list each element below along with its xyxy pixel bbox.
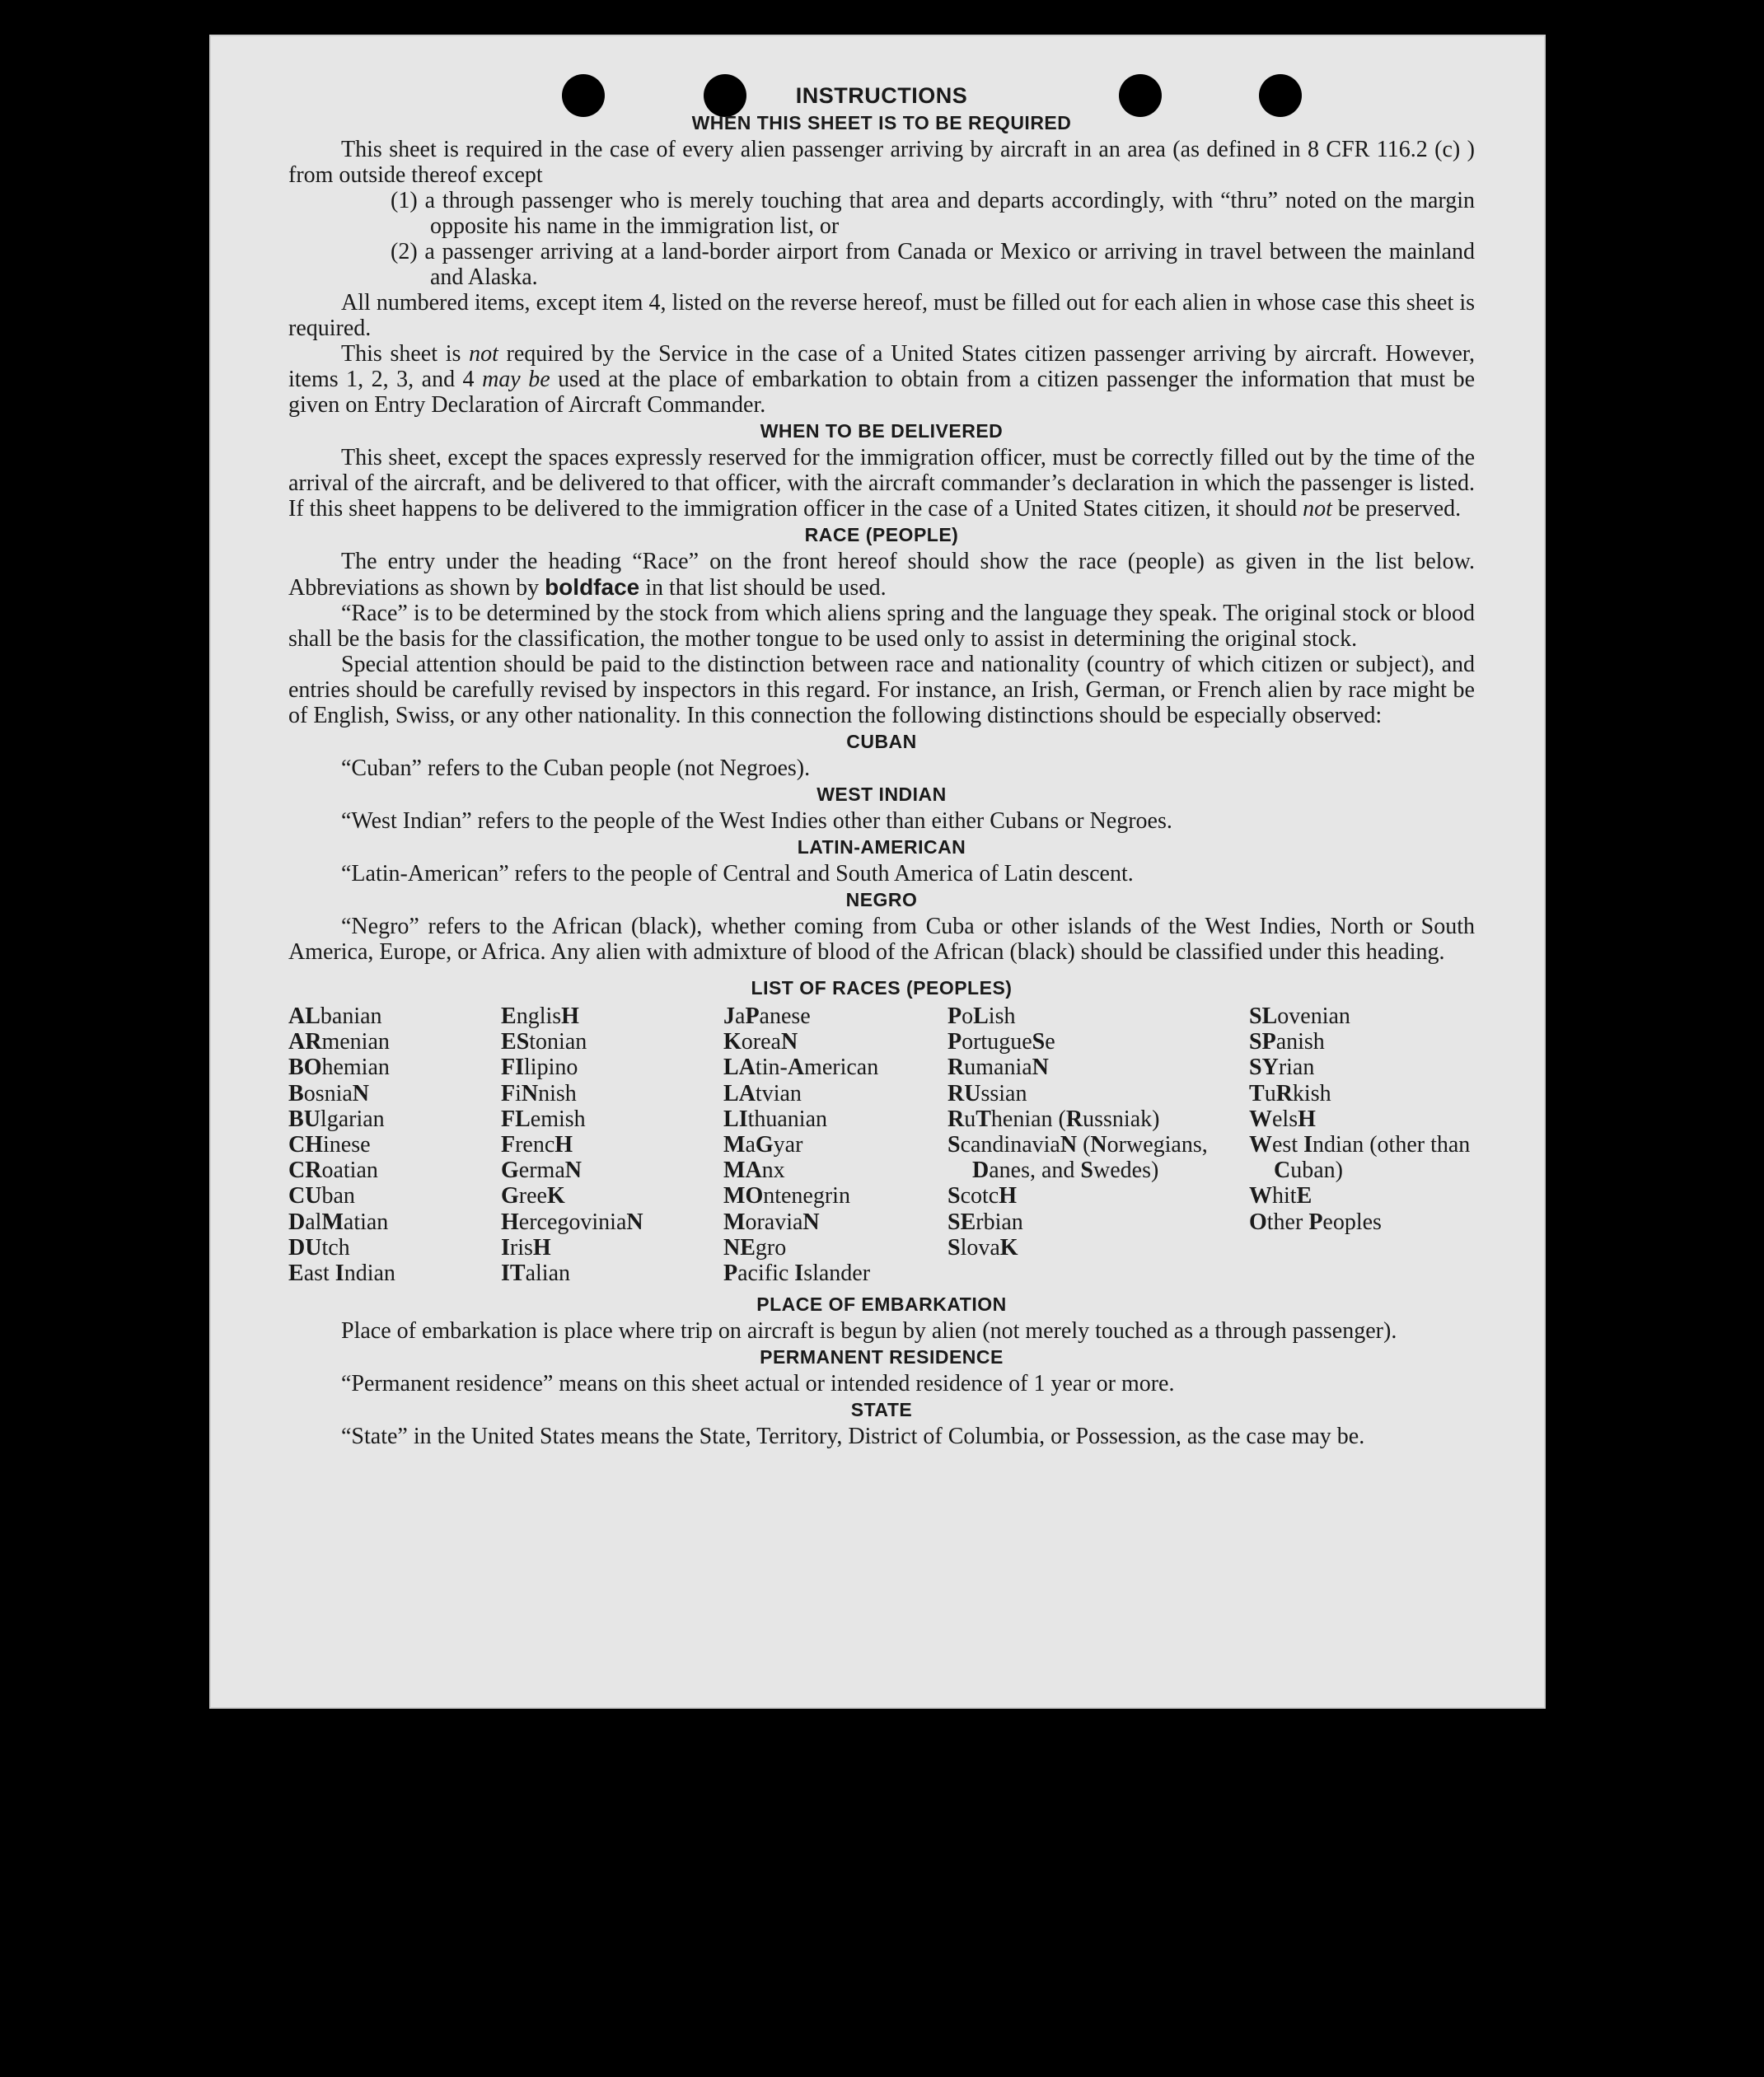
race-entry: MAnx	[723, 1158, 785, 1184]
required-paragraph-1: This sheet is required in the case of every alien passenger arriving by aircraft in an area (as defined in 8 CFR 116.2 (c) ) from outside thereof except	[288, 137, 1475, 188]
race-entry: EnglisH	[501, 1003, 579, 1029]
exception-item-2: (2) a passenger arriving at a land-border airport from Canada or Mexico or arriving in travel between the mainland and Alaska.	[391, 239, 1475, 290]
race-entry: TuRkish	[1249, 1080, 1331, 1106]
race-entry: ALbanian	[288, 1003, 382, 1029]
race-entry: CUban	[288, 1183, 355, 1209]
race-entry: SYrian	[1249, 1055, 1315, 1081]
heading-cuban: CUBAN	[846, 731, 917, 752]
race-entry: SPanish	[1249, 1029, 1325, 1055]
race-entry: KoreaN	[723, 1029, 798, 1055]
race-entry: ARmenian	[288, 1029, 390, 1055]
races-column-1	[288, 1003, 501, 1286]
race-entry: LAtvian	[723, 1080, 802, 1106]
race-entry: HercegoviniaN	[501, 1209, 643, 1235]
heading-west-indian: WEST INDIAN	[816, 784, 947, 805]
heading-permanent-residence: PERMANENT RESIDENCE	[760, 1346, 1004, 1368]
race-entry: ScandinaviaN (Norwegians, Danes, and Swedes)	[948, 1132, 1208, 1184]
definition-negro: “Negro” refers to the African (black), whether coming from Cuba or other islands of the West Indies, North or South America, Europe, or Africa. Any alien with admixture of blood of the African (black) should be classified under this heading.	[288, 914, 1475, 965]
race-entry: MOntenegrin	[723, 1183, 850, 1209]
race-entry: NEgro	[723, 1234, 787, 1261]
race-paragraph-3: Special attention should be paid to the distinction between race and nationality (country of which citizen or subject), and entries should be carefully revised by inspectors in this regard. For instance, an Irish, German, or French alien by race might be of English, Swiss, or any other nationality. In this connection the following distinctions should be especially observed:	[288, 652, 1475, 728]
race-entry: Other Peoples	[1249, 1209, 1382, 1235]
heading-place-of-embarkation: PLACE OF EMBARKATION	[756, 1293, 1007, 1316]
race-entry: RUssian	[948, 1080, 1027, 1106]
heading-race: RACE (PEOPLE)	[804, 524, 959, 545]
definition-cuban: “Cuban” refers to the Cuban people (not Negroes).	[341, 755, 811, 781]
race-entry: EStonian	[501, 1029, 587, 1055]
race-entry: FrencH	[501, 1132, 573, 1158]
definition-latin-american: “Latin-American” refers to the people of Central and South America of Latin descent.	[341, 861, 1134, 886]
race-entry: West Indian (other than Cuban)	[1249, 1132, 1471, 1184]
race-entry: LIthuanian	[723, 1106, 828, 1132]
race-paragraph-1: The entry under the heading “Race” on the front hereof should show the race (people) as given in the list below. Abbreviations as shown by boldface in that list should be used.	[288, 549, 1475, 601]
race-entry: PortugueSe	[948, 1029, 1055, 1055]
heading-negro: NEGRO	[845, 889, 918, 910]
race-entry: RumaniaN	[948, 1055, 1049, 1081]
title-instructions: INSTRUCTIONS	[795, 83, 968, 108]
race-entry: ScotcH	[948, 1183, 1017, 1209]
heading-latin-american: LATIN-AMERICAN	[797, 836, 966, 858]
heading-state: STATE	[850, 1399, 913, 1421]
race-entry: FIlipino	[501, 1055, 578, 1081]
races-column-2	[501, 1003, 723, 1286]
instruction-sheet	[209, 35, 1546, 1709]
race-entry: WhitE	[1249, 1183, 1312, 1209]
races-column-3	[723, 1003, 948, 1286]
race-entry: SErbian	[948, 1209, 1023, 1235]
race-entry: BosniaN	[288, 1080, 370, 1106]
race-entry: PoLish	[948, 1003, 1016, 1029]
races-column-5	[1249, 1003, 1475, 1286]
race-entry: SlovaK	[948, 1234, 1018, 1261]
race-entry: BOhemian	[288, 1055, 390, 1081]
race-entry: RuThenian (Russniak)	[948, 1106, 1160, 1132]
exception-item-1: (1) a through passenger who is merely touching that area and departs accordingly, with “thru” noted on the margin opposite his name in the immigration list, or	[391, 188, 1475, 239]
race-entry: FiNnish	[501, 1080, 577, 1106]
heading-when-delivered: WHEN TO BE DELIVERED	[760, 420, 1004, 442]
race-entry: FLemish	[501, 1106, 586, 1132]
races-list	[288, 1003, 1475, 1286]
state-paragraph: “State” in the United States means the State, Territory, District of Columbia, or Possession, as the case may be.	[341, 1424, 1365, 1450]
race-entry: East Indian	[288, 1261, 395, 1287]
race-entry: GreeK	[501, 1183, 565, 1209]
race-entry: CHinese	[288, 1132, 371, 1158]
race-paragraph-2: “Race” is to be determined by the stock from which aliens spring and the language they speak. The original stock or blood shall be the basis for the classification, the mother tongue to be used only to assist in determining the original stock.	[288, 601, 1475, 652]
race-entry: ITalian	[501, 1261, 571, 1287]
race-entry: WelsH	[1249, 1106, 1316, 1132]
race-entry: LAtin-American	[723, 1055, 879, 1081]
race-entry: Pacific Islander	[723, 1261, 871, 1287]
race-entry: SLovenian	[1249, 1003, 1350, 1029]
definition-west-indian: “West Indian” refers to the people of the West Indies other than either Cubans or Negroes.	[341, 808, 1172, 834]
embarkation-paragraph: Place of embarkation is place where trip on aircraft is begun by alien (not merely touched as a through passenger).	[341, 1318, 1397, 1345]
delivered-paragraph: This sheet, except the spaces expressly reserved for the immigration officer, must be correctly filled out by the time of the arrival of the aircraft, and be delivered to that officer, with the aircraft commander’s declaration in which the passenger is listed. If this sheet happens to be delivered to the immigration officer in the case of a United States citizen, it should not be preserved.	[288, 445, 1475, 522]
heading-list-of-races: LIST OF RACES (PEOPLES)	[751, 977, 1013, 999]
residence-paragraph: “Permanent residence” means on this sheet actual or intended residence of 1 year or more.	[341, 1371, 1175, 1397]
race-entry: IrisH	[501, 1234, 551, 1261]
race-entry: MaGyar	[723, 1132, 803, 1158]
sheet-content	[288, 82, 1475, 1449]
races-column-4	[948, 1003, 1249, 1286]
required-paragraph-2: All numbered items, except item 4, listed on the reverse hereof, must be filled out for each alien in whose case this sheet is required.	[288, 290, 1475, 341]
race-entry: CRoatian	[288, 1158, 378, 1184]
heading-when-required: WHEN THIS SHEET IS TO BE REQUIRED	[691, 112, 1072, 133]
required-paragraph-3: This sheet is not required by the Service in the case of a United States citizen passenger arriving by aircraft. However, items 1, 2, 3, and 4 may be used at the place of embarkation to obtain from a citizen passenger the information that must be given on Entry Declaration of Aircraft Commander.	[288, 341, 1476, 418]
race-entry: GermaN	[501, 1158, 582, 1184]
race-entry: BUlgarian	[288, 1106, 385, 1132]
race-entry: DalMatian	[288, 1209, 389, 1235]
race-entry: JaPanese	[723, 1003, 811, 1029]
race-entry: MoraviaN	[723, 1209, 820, 1235]
race-entry: DUtch	[288, 1234, 350, 1261]
